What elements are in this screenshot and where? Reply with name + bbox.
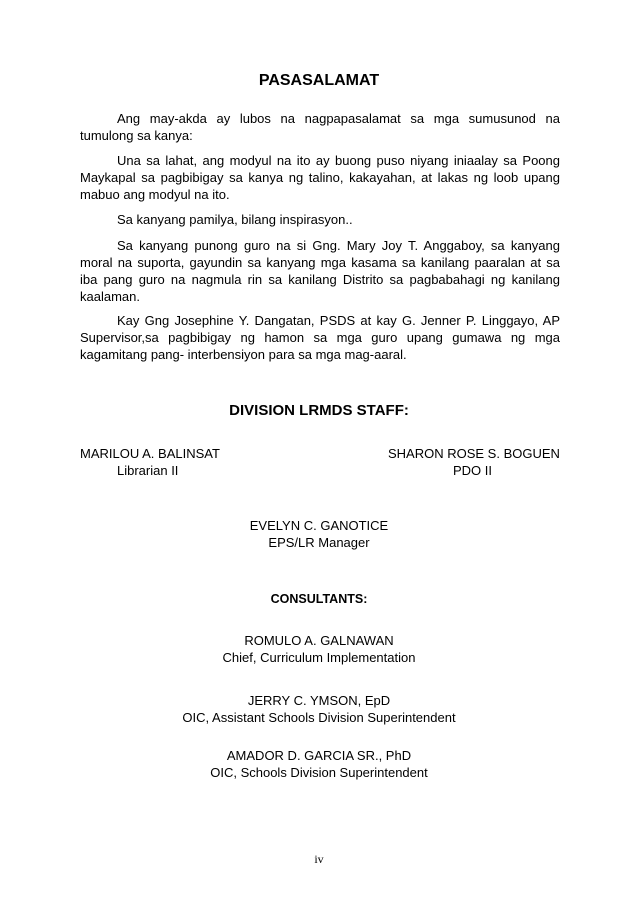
paragraph-family: Sa kanyang pamilya, bilang inspirasyon..	[117, 212, 353, 227]
consultant-name: ROMULO A. GALNAWAN	[244, 633, 394, 648]
staff-name: EVELYN C. GANOTICE	[249, 518, 389, 533]
consultant-name: JERRY C. YMSON, EpD	[247, 693, 391, 708]
paragraph-principal: Sa kanyang punong guro na si Gng. Mary Joy T. Anggaboy, sa kanyang moral na suporta, gayundin sa kanyang mga kasama sa kanilang paaralan at sa iba pang guro na nagmula rin sa kanilang Distrito sa pagbabahagi ng kanilang kaalaman.	[80, 238, 560, 304]
consultant-entry	[0, 692, 638, 726]
paragraph-supervisors: Kay Gng Josephine Y. Dangatan, PSDS at kay G. Jenner P. Linggayo, AP Supervisor,sa pagbibigay ng hamon sa mga guro upang gumawa ng mga kagamitang pang- interbensiyon para sa mga mag-aaral.	[80, 313, 560, 362]
division-staff-title: DIVISION LRMDS STAFF:	[229, 402, 409, 419]
consultant-role: OIC, Assistant Schools Division Superintendent	[182, 710, 456, 725]
staff-role: PDO II	[453, 463, 493, 478]
consultant-entry	[0, 632, 638, 666]
page-title: PASASALAMAT	[258, 72, 380, 89]
staff-role: Librarian II	[117, 463, 179, 478]
paragraph-dedication: Una sa lahat, ang modyul na ito ay buong puso niyang iniaalay sa Poong Maykapal sa pagbibigay sa kanya ng talino, kakayahan, at lakas ng loob upang mabuo ang modyul na ito.	[80, 153, 560, 202]
consultant-name: AMADOR D. GARCIA SR., PhD	[226, 748, 412, 763]
paragraph-intro: Ang may-akda ay lubos na nagpapasalamat sa mga sumusunod na tumulong sa kanya:	[80, 111, 560, 143]
staff-member-right	[388, 445, 560, 479]
consultants-title: CONSULTANTS:	[270, 592, 368, 606]
staff-role: EPS/LR Manager	[268, 535, 370, 550]
consultant-entry	[0, 747, 638, 781]
staff-member-left	[80, 445, 220, 479]
staff-name: SHARON ROSE S. BOGUEN	[388, 446, 560, 461]
staff-member-center	[0, 517, 638, 551]
consultant-role: OIC, Schools Division Superintendent	[210, 765, 428, 780]
consultant-role: Chief, Curriculum Implementation	[222, 650, 416, 665]
staff-name: MARILOU A. BALINSAT	[80, 446, 220, 461]
page-number: iv	[314, 852, 324, 866]
